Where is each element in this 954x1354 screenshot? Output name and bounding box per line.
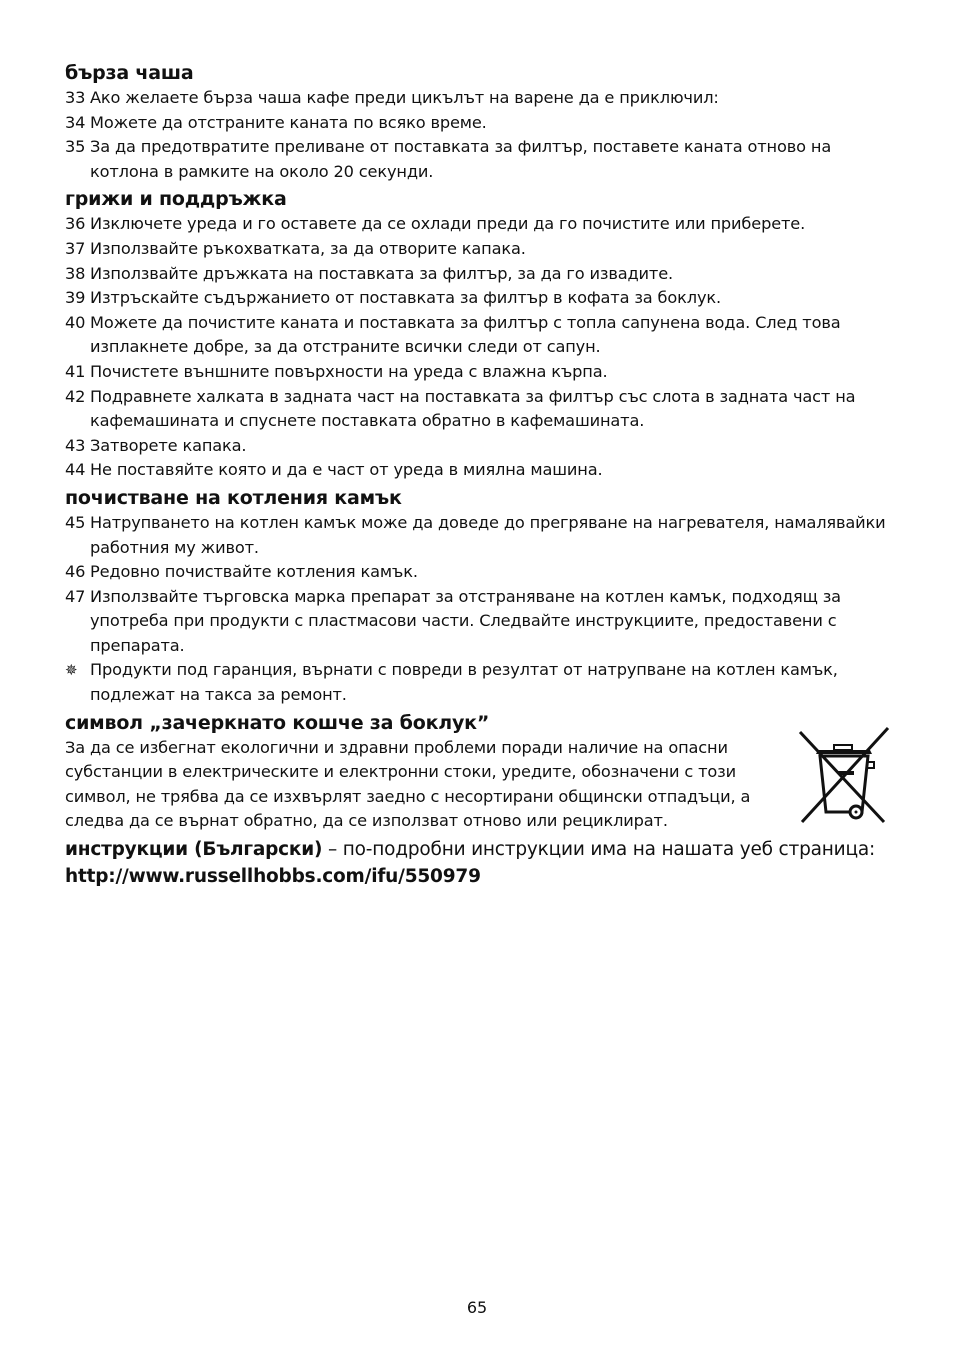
section-heading: бърза чаша <box>65 62 194 84</box>
item-number: 42 <box>65 386 86 406</box>
item-number: 45 <box>65 512 86 532</box>
list-item <box>65 135 887 184</box>
item-number: 34 <box>65 112 86 132</box>
list-item <box>65 262 887 287</box>
instruction-list <box>65 86 887 184</box>
page-content <box>65 60 887 890</box>
item-number: 43 <box>65 435 86 455</box>
item-text: Продукти под гаранция, върнати с повреди в резултат от натрупване на котлен камък, подлежат на такса за ремонт. <box>90 660 838 705</box>
section-heading: почистване на котления камък <box>65 486 402 509</box>
item-number: 38 <box>65 263 86 283</box>
section-quick-cup <box>65 60 887 184</box>
item-text: Не поставяйте която и да е част от уреда в миялна машина. <box>90 460 603 480</box>
item-text: Редовно почиствайте котления камък. <box>90 562 418 582</box>
section-descaling <box>65 485 887 708</box>
item-text: Натрупването на котлен камък може да доведе до прегряване на нагревателя, намалявайки работния му живот. <box>90 512 886 557</box>
item-text: Използвайте ръкохватката, за да отворите капака. <box>90 238 526 258</box>
item-text: Почистете външните повърхности на уреда с влажна кърпа. <box>90 361 608 381</box>
list-item <box>65 511 887 560</box>
item-text: За да предотвратите преливане от поставката за филтър, поставете каната отново на котлона в рамките на около 20 секунди. <box>90 137 832 181</box>
item-text: Изтръскайте съдържанието от поставката за филтър в кофата за боклук. <box>90 288 722 308</box>
symbol-description: За да се избегнат екологични и здравни проблеми поради наличие на опасни субстанции в електрическите и електронни стоки, уредите, обозначени с този символ, не трябва да се изхвърлят заедно с несортирани общински отпадъци, а следва да се върнат обратно, да се използват отново или рециклират. <box>65 737 751 831</box>
section-heading: символ „зачеркнато кошче за боклук” <box>65 711 490 734</box>
list-item <box>65 360 887 385</box>
item-text: Използвайте търговска марка препарат за отстраняване на котлен камък, подходящ за употреба при продукти с пластмасови части. Следвайте инструкциите, предоставени с препарата. <box>90 586 841 655</box>
instruction-list <box>65 212 887 483</box>
list-item <box>65 585 887 659</box>
item-number: 39 <box>65 288 86 308</box>
item-number: 44 <box>65 460 86 480</box>
item-text: Ако желаете бърза чаша кафе преди цикълът на варене да е приключил: <box>90 88 719 107</box>
item-number: 41 <box>65 361 86 381</box>
item-text: Можете да почистите каната и поставката за филтър с топла сапунена вода. След това изплакнете добре, за да отстраните всички следи от сапун. <box>90 312 841 357</box>
item-number: 47 <box>65 586 86 606</box>
item-number: 36 <box>65 214 86 234</box>
item-text: Изключете уреда и го оставете да се охлади преди да го почистите или приберете. <box>90 214 806 234</box>
item-text: Затворете капака. <box>90 435 247 455</box>
instructions-line <box>65 836 887 863</box>
list-item <box>65 86 887 111</box>
list-item <box>65 212 887 237</box>
warning-star-icon: ✵ <box>65 661 78 680</box>
list-item <box>65 658 887 707</box>
item-text: Използвайте дръжката на поставката за филтър, за да го извадите. <box>90 263 673 283</box>
instructions-url-link[interactable]: http://www.russellhobbs.com/ifu/550979 <box>65 866 481 888</box>
item-number: 33 <box>65 88 86 107</box>
item-text: Подравнете халката в задната част на поставката за филтър със слота в задната част на кафемашината и спуснете поставката обратно в кафемашината. <box>90 386 856 431</box>
instructions-label: инструкции (Български) <box>65 839 323 861</box>
list-item <box>65 311 887 360</box>
section-heading: грижи и поддръжка <box>65 188 287 211</box>
crossed-out-wheelie-bin-icon <box>796 726 890 826</box>
list-item <box>65 560 887 585</box>
list-item <box>65 458 887 483</box>
page-number: 65 <box>466 1298 488 1317</box>
item-text: Можете да отстраните каната по всяко време. <box>90 112 487 132</box>
list-item <box>65 385 887 434</box>
list-item <box>65 434 887 459</box>
list-item <box>65 286 887 311</box>
item-number: 37 <box>65 238 86 258</box>
instruction-list <box>65 511 887 708</box>
item-number: 46 <box>65 562 86 582</box>
list-item <box>65 111 887 136</box>
section-care-maintenance <box>65 186 887 483</box>
item-number: 35 <box>65 137 86 157</box>
instructions-text: – по-подробни инструкции има на нашата уеб страница: <box>322 839 876 861</box>
item-number: 40 <box>65 312 86 332</box>
list-item <box>65 237 887 262</box>
section-bin-symbol <box>65 710 887 834</box>
